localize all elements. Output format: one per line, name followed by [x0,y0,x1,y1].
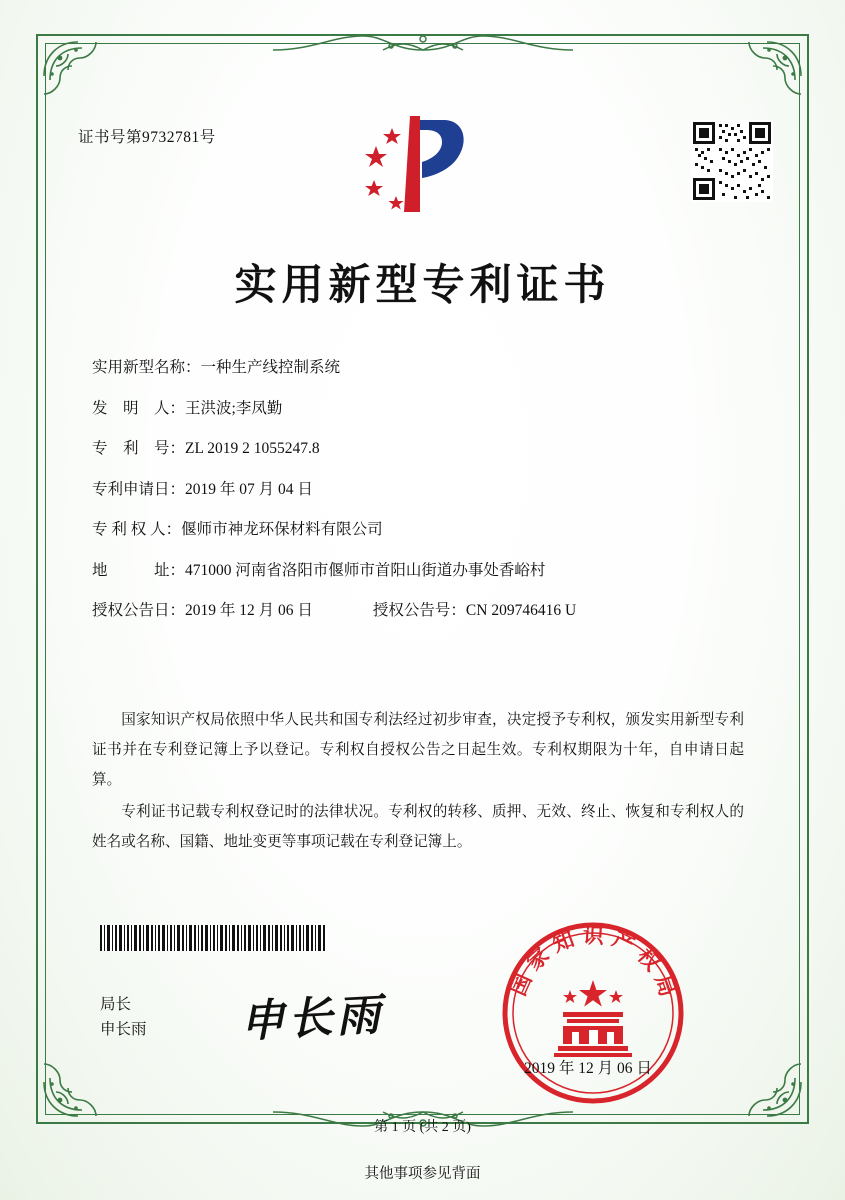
field-value: 471000 河南省洛阳市偃师市首阳山街道办事处香峪村 [185,561,546,579]
top-ornament-icon [273,28,573,62]
field-value: 一种生产线控制系统 [200,359,341,376]
field-label: 专 利 号： [92,440,186,457]
handwritten-signature: 申长雨 [238,989,386,1048]
page-title: 实用新型专利证书 [234,260,611,309]
director-block [100,992,147,1042]
qr-code-icon [691,120,773,202]
director-title-label: 局长 [100,996,132,1013]
legal-text-block [92,705,744,859]
field-label: 地 址： [92,561,186,579]
field-row-announcement [92,603,752,619]
field-row-inventor [92,401,752,417]
field-row-name [92,360,752,376]
field-row-application-date [92,482,752,498]
field-row-address [92,563,752,579]
field-label: 专 利 权 人： [92,521,182,538]
svg-text:国家知识产权局: 国家知识产权局 [505,922,683,1007]
announcement-date-value: 2019 年 12 月 06 日 [185,602,313,619]
field-value: 偃师市神龙环保材料有限公司 [181,521,383,538]
field-row-patent-number [92,441,752,457]
field-label: 专利申请日： [92,480,186,498]
barcode-icon [100,925,328,951]
field-label: 实用新型名称： [92,359,201,376]
seal-date: 2019 年 12 月 06 日 [524,1060,652,1077]
field-row-patentee [92,522,752,538]
director-name-label: 申长雨 [100,1021,147,1038]
legal-paragraph-1: 国家知识产权局依照中华人民共和国专利法经过初步审查，决定授予专利权，颁发实用新型专利证书并在专利登记簿上予以登记。专利权自授权公告之日起生效。专利权期限为十年，自申请日起算。 [92,712,744,788]
field-label: 发 明 人： [92,399,186,417]
field-value: ZL 2019 2 1055247.8 [185,440,320,457]
certificate-number: 证书号第9732781号 [78,129,216,146]
field-value: 2019 年 07 月 04 日 [185,480,313,498]
page-number: 第 1 页 (共 2 页) [374,1120,471,1135]
field-value: 王洪波;李凤勤 [185,399,283,417]
patent-field-list [92,360,752,644]
cnipa-logo-icon [352,112,482,220]
legal-paragraph-2: 专利证书记载专利权登记时的法律状况。专利权的转移、质押、无效、终止、恢复和专利权人的姓名或名称、国籍、地址变更等事项记载在专利登记簿上。 [92,804,744,850]
announcement-date-label: 授权公告日： [92,602,186,619]
announcement-number-label: 授权公告号： [372,602,466,619]
official-seal [500,920,686,1106]
back-side-note: 其他事项参见背面 [364,1166,481,1182]
announcement-number-value: CN 209746416 U [465,602,577,619]
